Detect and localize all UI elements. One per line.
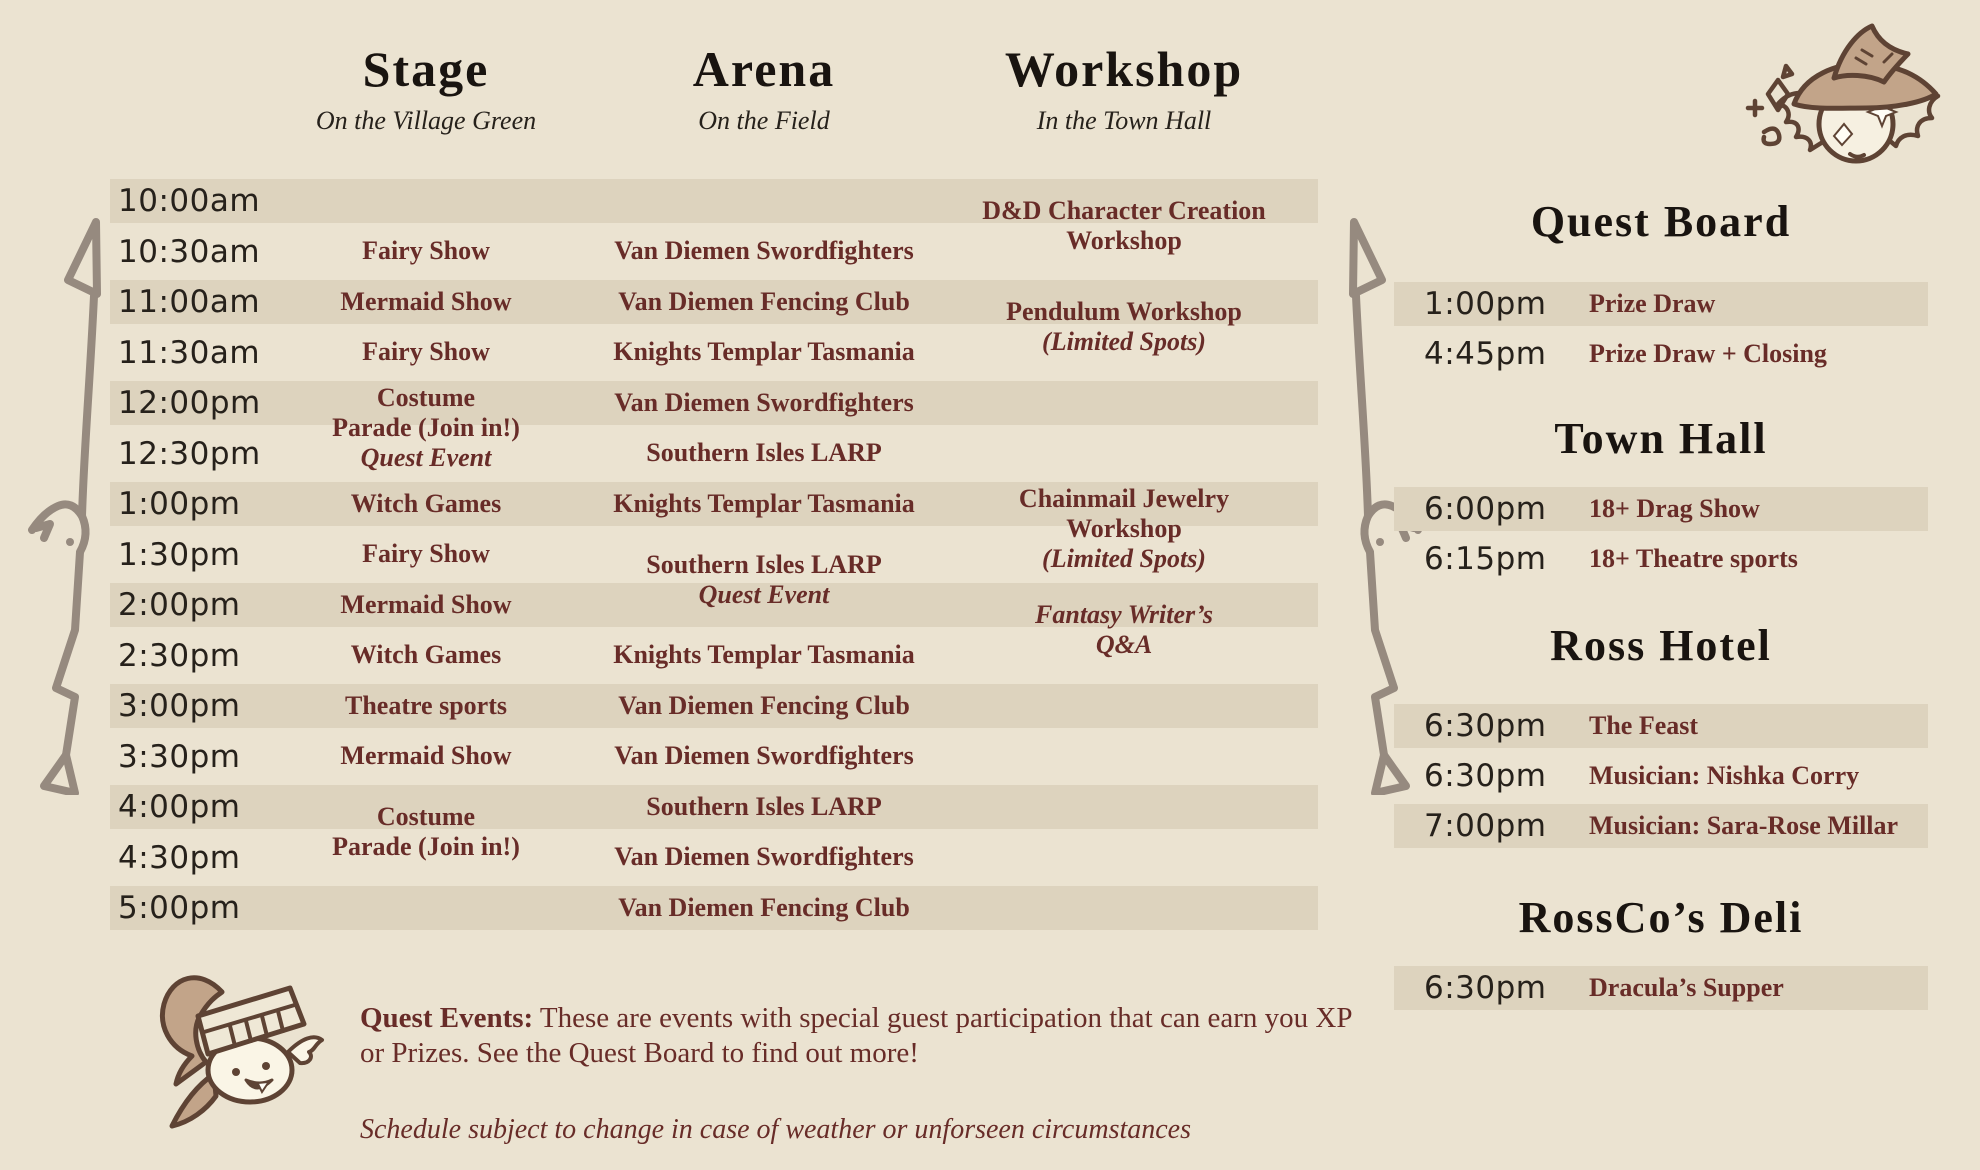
column-header-stage: [256, 40, 596, 136]
stage-title: Stage: [362, 41, 490, 97]
event-arena: [594, 886, 934, 930]
event-line: Fairy Show: [362, 539, 490, 569]
event-label: 18+ Drag Show: [1589, 494, 1760, 523]
event-line: Witch Games: [350, 640, 502, 670]
venue-event-row: [1394, 966, 1928, 1010]
time-label: 3:30pm: [118, 738, 241, 775]
event-arena: [594, 533, 934, 627]
event-stage: [266, 482, 586, 526]
event-line: Fairy Show: [362, 337, 490, 367]
venue-title: Ross Hotel: [1550, 621, 1772, 670]
time-label: 1:30pm: [118, 536, 241, 573]
crystal-ball-wizard-hat-icon: [1738, 20, 1953, 172]
event-stage: [266, 785, 586, 879]
event-line: Knights Templar Tasmania: [613, 337, 915, 367]
event-line: Q&A: [1095, 630, 1153, 659]
venue-title: Town Hall: [1554, 414, 1768, 463]
event-line: Fantasy Writer’s: [1035, 600, 1213, 629]
event-stage: [266, 533, 586, 577]
event-line: Van Diemen Swordfighters: [614, 387, 914, 417]
event-arena: [594, 634, 934, 678]
time-label: 12:30pm: [118, 435, 261, 472]
time-label: 2:30pm: [118, 637, 241, 674]
event-line: Southern Isles LARP: [646, 438, 882, 468]
event-line: D&D Character Creation: [982, 196, 1266, 225]
event-label: Dracula’s Supper: [1589, 973, 1784, 1002]
event-stage: [266, 230, 586, 274]
event-label: The Feast: [1589, 711, 1699, 740]
event-line: Mermaid Show: [340, 741, 512, 771]
venue-event-row: [1394, 537, 1928, 581]
event-arena: [594, 280, 934, 324]
arena-title: Arena: [692, 41, 836, 97]
event-stage: [266, 381, 586, 475]
quest-events-note-body: These are events with special guest participation that can earn you XP or Prizes. See the Quest Board to find out more!: [360, 1002, 1352, 1069]
event-line: Pendulum Workshop: [1006, 297, 1242, 326]
event-line: Knights Templar Tasmania: [613, 640, 915, 670]
venue-title: Quest Board: [1530, 197, 1792, 246]
venue-section: [1394, 413, 1928, 581]
time-label: 10:00am: [118, 183, 261, 219]
event-line: Van Diemen Fencing Club: [618, 690, 910, 720]
event-line: Costume: [376, 802, 476, 831]
event-line: Workshop: [1066, 514, 1182, 543]
time-label: 3:00pm: [118, 688, 241, 724]
event-stage: [266, 735, 586, 779]
event-line: Parade (Join in!): [332, 413, 520, 442]
time-label: 1:00pm: [118, 486, 241, 522]
event-line: Quest Event: [360, 443, 492, 472]
quest-events-note-lead: Quest Events:: [360, 1002, 534, 1034]
event-line: Van Diemen Swordfighters: [614, 842, 914, 872]
event-stage: [266, 280, 586, 324]
event-arena: [594, 735, 934, 779]
time-label: 12:00pm: [118, 385, 261, 421]
event-line: (Limited Spots): [1042, 327, 1206, 356]
venue-event-row: [1394, 487, 1928, 531]
time-label: 7:00pm: [1424, 808, 1547, 844]
time-label: 5:00pm: [118, 890, 241, 926]
event-line: Mermaid Show: [340, 589, 512, 619]
venue-section: [1394, 620, 1928, 848]
schedule-disclaimer: Schedule subject to change in case of weather or unforseen circumstances: [360, 1114, 1191, 1145]
event-stage: [266, 583, 586, 627]
event-label: Prize Draw + Closing: [1589, 339, 1827, 368]
venue-event-row: [1394, 332, 1928, 376]
time-label: 6:30pm: [1424, 708, 1547, 744]
knight-helmet-icon: [148, 956, 333, 1146]
event-line: Witch Games: [350, 488, 502, 518]
event-arena: [594, 381, 934, 425]
schedule-table: [110, 179, 1318, 937]
venue-event-row: [1394, 804, 1928, 848]
time-label: 6:00pm: [1424, 491, 1547, 527]
event-label: 18+ Theatre sports: [1589, 544, 1798, 573]
time-label: 4:30pm: [118, 839, 241, 876]
event-stage: [266, 634, 586, 678]
column-header-workshop: [954, 40, 1294, 136]
event-label: Prize Draw: [1589, 289, 1716, 318]
event-line: Van Diemen Fencing Club: [618, 286, 910, 316]
event-line: Van Diemen Swordfighters: [614, 236, 914, 266]
stage-subtitle: On the Village Green: [315, 106, 537, 135]
venue-section: [1394, 196, 1928, 376]
event-line: Knights Templar Tasmania: [613, 488, 915, 518]
time-label: 11:00am: [118, 284, 261, 320]
event-workshop: [954, 179, 1294, 273]
event-line: (Limited Spots): [1042, 544, 1206, 573]
venue-event-row: [1394, 754, 1928, 798]
time-label: 4:45pm: [1424, 336, 1547, 372]
venue-panel: [1394, 196, 1928, 1016]
event-line: Mermaid Show: [340, 286, 512, 316]
time-label: 6:30pm: [1424, 758, 1547, 794]
venue-section: [1394, 892, 1928, 1010]
event-line: Southern Isles LARP: [646, 791, 882, 821]
event-line: Southern Isles LARP: [646, 549, 882, 579]
time-label: 2:00pm: [118, 587, 241, 623]
venue-event-row: [1394, 282, 1928, 326]
event-stage: [266, 684, 586, 728]
workshop-subtitle: In the Town Hall: [1036, 106, 1212, 135]
event-line: Theatre sports: [344, 690, 507, 720]
event-arena: [594, 230, 934, 274]
event-line: Van Diemen Fencing Club: [618, 892, 910, 922]
event-line: Van Diemen Swordfighters: [614, 741, 914, 771]
venue-title: RossCo’s Deli: [1518, 893, 1804, 942]
event-line: Workshop: [1066, 226, 1182, 255]
event-arena: [594, 684, 934, 728]
event-line: Costume: [376, 383, 476, 412]
event-arena: [594, 331, 934, 375]
time-label: 6:30pm: [1424, 970, 1547, 1006]
workshop-title: Workshop: [1004, 41, 1244, 97]
time-label: 10:30am: [118, 233, 261, 270]
event-arena: [594, 432, 934, 476]
event-line: Quest Event: [698, 579, 830, 609]
event-label: Musician: Nishka Corry: [1589, 761, 1860, 790]
column-header-arena: [594, 40, 934, 136]
arena-subtitle: On the Field: [698, 106, 830, 135]
time-label: 11:30am: [118, 334, 261, 371]
event-line: Fairy Show: [362, 236, 490, 266]
event-stage: [266, 331, 586, 375]
time-label: 1:00pm: [1424, 286, 1547, 322]
quest-events-note: [360, 1001, 1370, 1071]
time-label: 6:15pm: [1424, 541, 1547, 577]
venue-event-row: [1394, 704, 1928, 748]
event-label: Musician: Sara-Rose Millar: [1589, 811, 1899, 840]
event-arena: [594, 836, 934, 880]
event-workshop: [954, 280, 1294, 374]
event-line: Chainmail Jewelry: [1018, 484, 1230, 513]
event-workshop: [954, 482, 1294, 576]
time-label: 4:00pm: [118, 789, 241, 825]
event-workshop: [954, 583, 1294, 677]
event-arena: [594, 785, 934, 829]
event-line: Parade (Join in!): [332, 832, 520, 861]
event-arena: [594, 482, 934, 526]
